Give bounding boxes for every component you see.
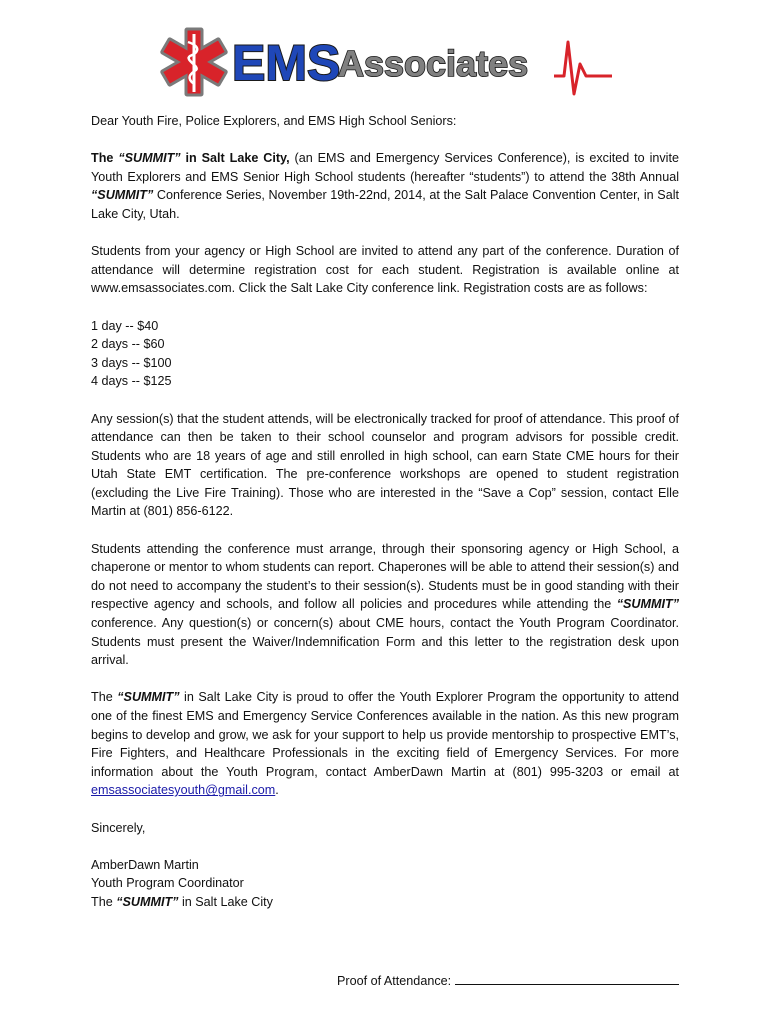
registration-paragraph: Students from your agency or High School are invited to attend any part of the conference. Duration of attendance will determine registration cost for each student. Registration is available online at www.emsassociates.com. Click the Salt Lake City conference link. Registration costs are as follows: — [91, 244, 679, 296]
attendance-paragraph: Any session(s) that the student attends, will be electronically tracked for proof of attendance. This proof of attendance can then be taken to their school counselor and program advisors for possible credit. Students who are 18 years of age and still enrolled in high school, can earn State CME hours for their Utah State EMT certification. The pre-conference workshops are opened to student registration (excluding the Live Fire Training). Those who are interested in the “Save a Cop” session, contact Elle Martin at (801) 856-6122. — [91, 411, 679, 519]
closing: Sincerely, — [91, 820, 146, 835]
heartbeat-line-icon — [554, 42, 612, 94]
ems-associates-logo — [156, 24, 616, 100]
intro-text-2: Conference Series, November 19th-22nd, 2014, at the Salt Palace Convention Center, in Salt Lake City, Utah. — [91, 188, 679, 221]
chaperone-text-1: Students attending the conference must arrange, through their sponsoring agency or High School, a chaperone or mentor to whom students can report. Chaperones will be able to attend their session(s) and do not need to accompany the student’s to their session(s). Students must be in good standing with their respective agency and schools, and follow all policies and procedures while attending the — [91, 541, 679, 612]
summit-name: “SUMMIT” — [91, 188, 154, 203]
logo-associates-text: Associates — [338, 43, 529, 84]
cost-item: 1 day -- $40 — [91, 318, 159, 333]
salutation: Dear Youth Fire, Police Explorers, and EMS High School Seniors: — [91, 114, 457, 128]
program-text-2: . — [275, 783, 279, 798]
lead-the: The — [91, 151, 119, 166]
summit-name: “SUMMIT” — [116, 894, 179, 909]
cost-list — [91, 317, 679, 391]
chaperone-text-2: conference. Any question(s) or concern(s) about CME hours, contact the Youth Program Coordinator. Students must present the Waiver/Indemnification Form and this letter to the registration desk upon arrival. — [91, 616, 679, 668]
proof-signature-line[interactable] — [455, 972, 679, 985]
program-text-1: in Salt Lake City is proud to offer the Youth Explorer Program the opportunity to attend one of the finest EMS and Emergency Service Conferences available in the nation. As this new program begins to develop and grow, we ask for your support to help us provide mentorship to prospective EMT’s, Fire Fighters, and Healthcare Professionals in the exciting field of Emergency Services. For more information about the Youth Program, contact AmberDawn Martin at (801) 995-3203 or email at — [91, 690, 679, 779]
cost-item: 3 days -- $100 — [91, 355, 172, 370]
proof-of-attendance — [337, 972, 679, 988]
program-text-0: The — [91, 690, 118, 705]
summit-name: “SUMMIT” — [118, 151, 181, 166]
chaperone-paragraph — [91, 540, 679, 670]
summit-name: “SUMMIT” — [616, 597, 679, 612]
intro-text-1: (an EMS and Emergency Services Conference), is excited to invite Youth Explorers and EMS Senior High School students (hereafter “students”) to attend the 38th Annual — [91, 151, 679, 184]
lead-location: in Salt Lake City, — [180, 151, 290, 166]
signature-org: The “SUMMIT” in Salt Lake City — [91, 894, 273, 909]
proof-label: Proof of Attendance: — [337, 974, 452, 988]
intro-paragraph — [91, 149, 679, 223]
summit-name: “SUMMIT” — [117, 690, 180, 705]
cost-item: 4 days -- $125 — [91, 374, 172, 389]
cost-item: 2 days -- $60 — [91, 337, 165, 352]
signature-name: AmberDawn Martin — [91, 857, 199, 872]
logo-ems-text: EMS — [232, 35, 341, 91]
star-of-life-icon — [161, 29, 226, 95]
program-paragraph — [91, 688, 679, 800]
email-link[interactable]: emsassociatesyouth@gmail.com — [91, 783, 276, 798]
signature-block — [91, 856, 679, 912]
signature-title: Youth Program Coordinator — [91, 876, 244, 891]
letter-body — [91, 112, 679, 930]
